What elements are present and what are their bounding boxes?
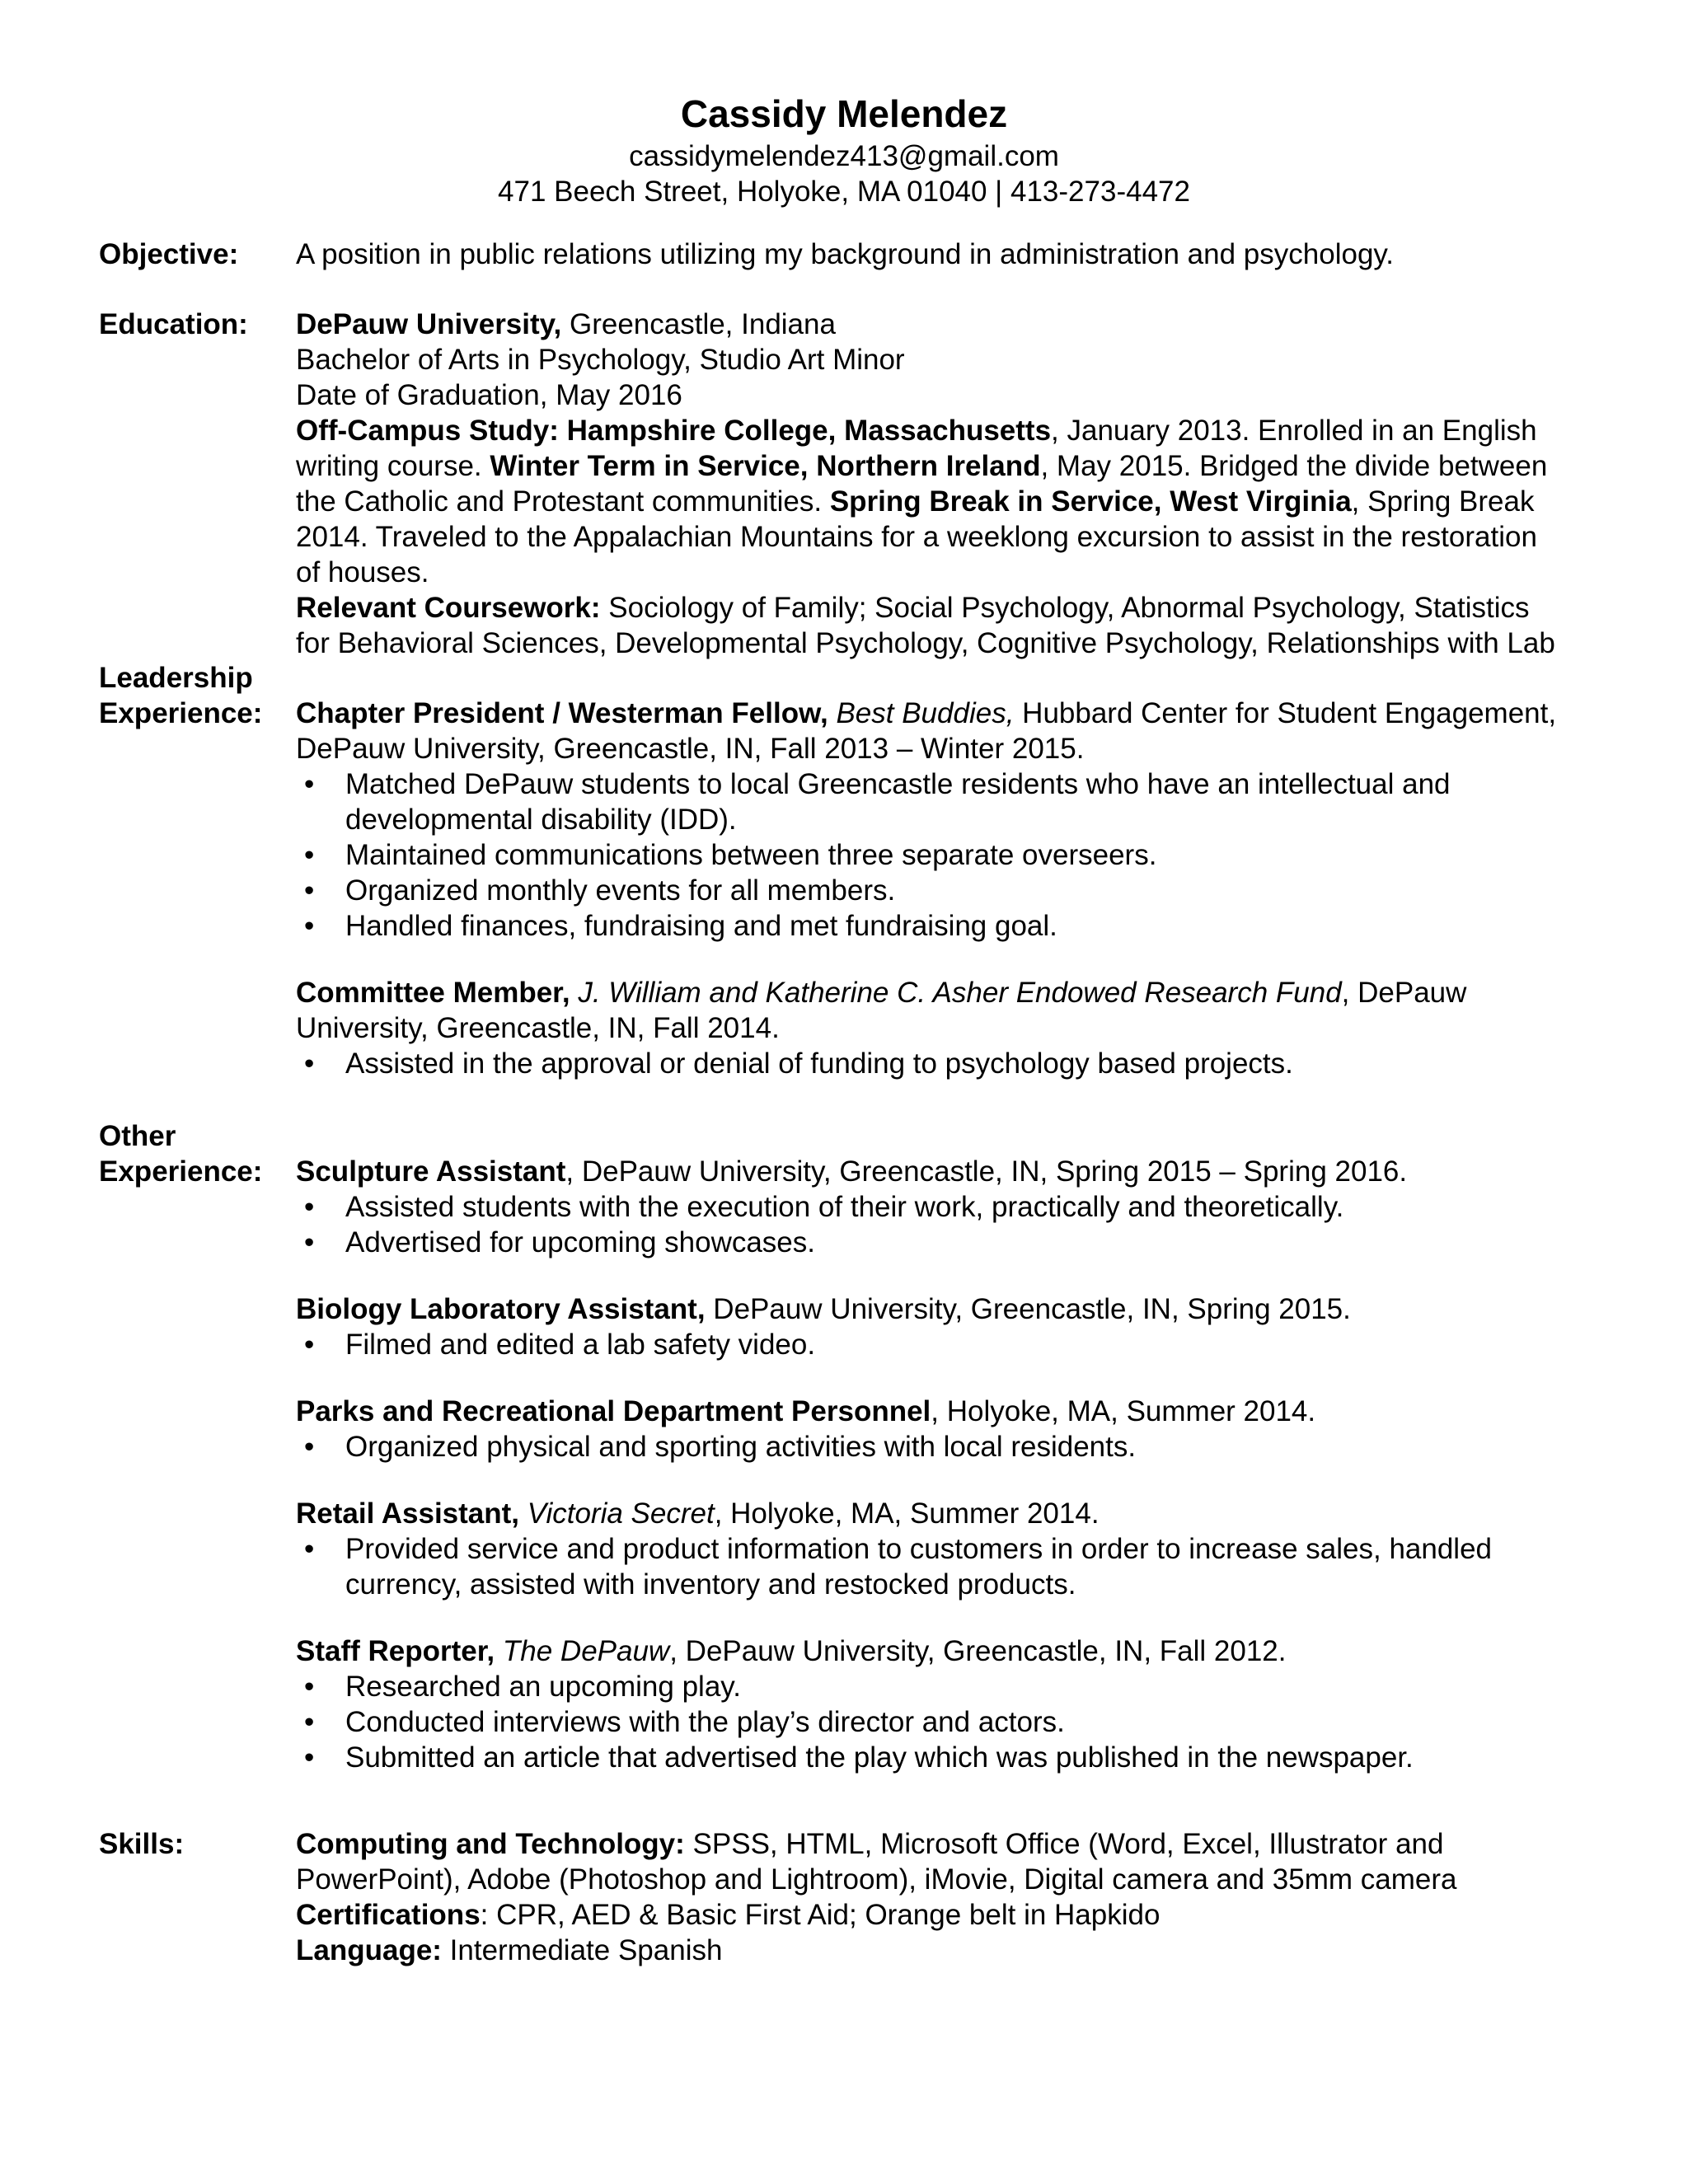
- job-details: , DePauw University, Greencastle, IN, Fall 2012.: [669, 1635, 1287, 1667]
- bullet-item: • Handled finances, fundraising and met fundraising goal.: [296, 908, 1565, 944]
- graduation-date: Date of Graduation, May 2016: [296, 379, 682, 411]
- job-title: Biology Laboratory Assistant,: [296, 1293, 706, 1325]
- bullet-item: • Assisted in the approval or denial of funding to psychology based projects.: [296, 1046, 1565, 1081]
- applicant-name: Cassidy Melendez: [680, 92, 1008, 135]
- education-body: [296, 307, 1565, 661]
- bullet-item: • Provided service and product information to customers in order to increase sales, handled currency, assisted with inventory and restocked products.: [296, 1531, 1565, 1602]
- winter-term-label: Winter Term in Service, Northern Ireland: [490, 450, 1041, 482]
- job-heading: [296, 1291, 1565, 1327]
- job-heading: [296, 1154, 1565, 1189]
- job-title: Staff Reporter,: [296, 1635, 495, 1667]
- job-bullets: [296, 1531, 1565, 1602]
- certifications-text: : CPR, AED & Basic First Aid; Orange belt in Hapkido: [480, 1899, 1160, 1931]
- job-title: Committee Member,: [296, 977, 570, 1009]
- computing-label: Computing and Technology:: [296, 1828, 685, 1860]
- applicant-email: cassidymelendez413@gmail.com: [629, 140, 1059, 172]
- bullet-item: • Matched DePauw students to local Greencastle residents who have an intellectual and developmental disability (IDD).: [296, 766, 1565, 837]
- job-bullets: [296, 1046, 1565, 1081]
- computing-text: SPSS, HTML, Microsoft Office (Word, Excel, Illustrator and PowerPoint), Adobe (Photoshop and Lightroom), iMovie, Digital camera and 35mm camera: [296, 1828, 1457, 1896]
- job-bullets: [296, 1669, 1565, 1775]
- bullet-item: • Organized monthly events for all members.: [296, 873, 1565, 908]
- job-organization: J. William and Katherine C. Asher Endowed Research Fund: [570, 977, 1342, 1009]
- school-location: Greencastle, Indiana: [561, 308, 836, 340]
- job-title: Chapter President / Westerman Fellow,: [296, 697, 828, 729]
- certifications-label: Certifications: [296, 1899, 481, 1931]
- computing-skills: [296, 1826, 1565, 1897]
- language-label: Language:: [296, 1934, 442, 1966]
- bullet-item: • Organized physical and sporting activities with local residents.: [296, 1429, 1565, 1465]
- job-organization: The DePauw: [495, 1635, 670, 1667]
- job-bullets: [296, 1327, 1565, 1362]
- coursework: [296, 590, 1565, 661]
- coursework-label: Relevant Coursework:: [296, 592, 601, 624]
- leadership-label-line1: Leadership: [99, 662, 253, 694]
- certifications: [296, 1897, 1565, 1933]
- objective-text: A position in public relations utilizing my background in administration and psychology.: [296, 238, 1395, 270]
- skills-body: [296, 1826, 1565, 1968]
- job-heading: [296, 1633, 1565, 1669]
- school-name: DePauw University,: [296, 308, 562, 340]
- bullet-item: • Submitted an article that advertised the play which was published in the newspaper.: [296, 1740, 1565, 1775]
- job-title: Sculpture Assistant: [296, 1155, 566, 1188]
- degree: Bachelor of Arts in Psychology, Studio Art Minor: [296, 344, 905, 376]
- leadership-label-line2: Experience:: [99, 697, 263, 729]
- coursework-text: Sociology of Family; Social Psychology, Abnormal Psychology, Statistics for Behavioral Sciences, Developmental Psychology, Cognitive Psychology, Relationships with Lab: [296, 592, 1555, 659]
- bullet-item: • Filmed and edited a lab safety video.: [296, 1327, 1565, 1362]
- education-label: Education:: [99, 308, 248, 340]
- other-experience-body: [296, 1154, 1565, 1775]
- job-heading: [296, 975, 1565, 1046]
- bullet-item: • Maintained communications between three separate overseers.: [296, 837, 1565, 873]
- applicant-address: 471 Beech Street, Holyoke, MA 01040 | 413-273-4472: [498, 176, 1190, 208]
- job-heading: [296, 1394, 1565, 1429]
- job-details: , DePauw University, Greencastle, IN, Fall 2014.: [296, 977, 1467, 1044]
- job-details: , Holyoke, MA, Summer 2014.: [714, 1497, 1100, 1530]
- job-organization: Best Buddies,: [828, 697, 1015, 729]
- job-bullets: [296, 1429, 1565, 1465]
- job-bullets: [296, 766, 1565, 944]
- bullet-item: • Researched an upcoming play.: [296, 1669, 1565, 1704]
- job-heading: [296, 1496, 1565, 1531]
- objective-label: Objective:: [99, 238, 239, 270]
- spring-break-label: Spring Break in Service, West Virginia: [829, 485, 1352, 518]
- winter-term-text: , May 2015. Bridged the divide between the Catholic and Protestant communities.: [296, 450, 1548, 518]
- bullet-item: • Assisted students with the execution of their work, practically and theoretically.: [296, 1189, 1565, 1225]
- spring-break-text: , Spring Break 2014. Traveled to the Appalachian Mountains for a weeklong excursion to assist in the restoration of houses.: [296, 485, 1537, 588]
- job-title: Retail Assistant,: [296, 1497, 520, 1530]
- job-title: Parks and Recreational Department Personnel: [296, 1395, 931, 1427]
- job-bullets: [296, 1189, 1565, 1260]
- offcampus-label: Off-Campus Study: Hampshire College, Massachusetts: [296, 415, 1052, 447]
- job-details: Hubbard Center for Student Engagement, DePauw University, Greencastle, IN, Fall 2013 – Winter 2015.: [296, 697, 1557, 765]
- bullet-item: • Advertised for upcoming showcases.: [296, 1225, 1565, 1260]
- leadership-label: [99, 660, 288, 731]
- language: [296, 1933, 1565, 1968]
- leadership-body: [296, 696, 1565, 1081]
- study-programs: [296, 413, 1565, 590]
- job-details: , Holyoke, MA, Summer 2014.: [931, 1395, 1316, 1427]
- job-details: DePauw University, Greencastle, IN, Spring 2015.: [705, 1293, 1351, 1325]
- other-label-line2: Experience:: [99, 1155, 263, 1188]
- job-organization: Victoria Secret: [519, 1497, 715, 1530]
- offcampus-text: , January 2013. Enrolled in an English writing course.: [296, 415, 1537, 482]
- skills-label: Skills:: [99, 1828, 185, 1860]
- language-text: Intermediate Spanish: [441, 1934, 723, 1966]
- job-details: , DePauw University, Greencastle, IN, Spring 2015 – Spring 2016.: [565, 1155, 1408, 1188]
- bullet-item: • Conducted interviews with the play’s director and actors.: [296, 1704, 1565, 1740]
- other-experience-label: [99, 1118, 288, 1189]
- other-label-line1: Other: [99, 1120, 176, 1152]
- job-heading: [296, 696, 1565, 766]
